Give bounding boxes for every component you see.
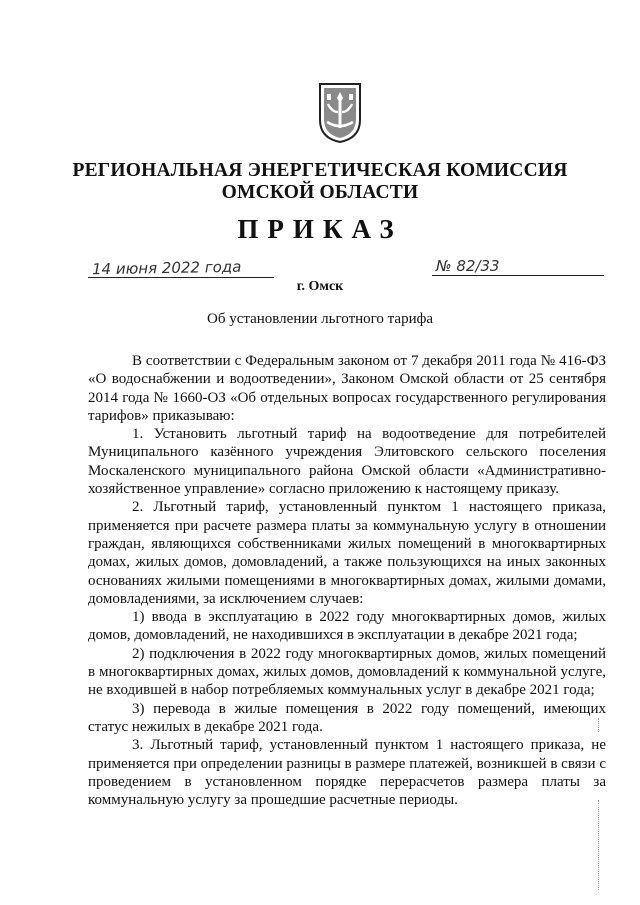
document-subject: Об установлении льготного тарифа bbox=[207, 311, 433, 327]
city-name: г. Омск bbox=[296, 279, 344, 294]
paragraph-subitem-3: 3) перевода в жилые помещения в 2022 году помещений, имеющих статус нежилых в декабре 2021 года. bbox=[88, 700, 606, 735]
handwritten-date: 14 июня 2022 года bbox=[91, 257, 242, 279]
date-underline bbox=[88, 277, 274, 278]
document-type-title: ПРИКАЗ bbox=[237, 214, 403, 244]
organization-name-line1: РЕГИОНАЛЬНАЯ ЭНЕРГЕТИЧЕСКАЯ КОМИССИЯ bbox=[72, 160, 568, 181]
paragraph-preamble: В соответствии с Федеральным законом от 7 декабря 2011 года № 416-ФЗ «О водоснабжении и водоотведении», Законом Омской области от 25 сентября 2014 года № 1660-ОЗ «Об отдельных вопросах государственного регулирования тарифов» приказываю: bbox=[88, 353, 606, 424]
document-body bbox=[88, 352, 606, 809]
coat-of-arms-icon bbox=[318, 82, 362, 144]
coat-of-arms-emblem bbox=[318, 82, 362, 144]
paragraph-subitem-1: 1) ввода в эксплуатацию в 2022 году многоквартирных домов, жилых домов, домовладений, не находившихся в эксплуатации в декабре 2021 года; bbox=[88, 609, 606, 644]
handwritten-number: № 82/33 bbox=[436, 257, 500, 275]
paragraph-item-2: 2. Льготный тариф, установленный пунктом 1 настоящего приказа, применяется при расчете размера платы за коммунальную услугу в отношении граждан, являющихся собственниками жилых помещений в многоквартирных домах, жилых домов, домовладений, а также пользующихся на иных законных основаниях жилыми помещениями в многоквартирных домах, жилыми домами, домовладениями, за исключением случаев: bbox=[88, 499, 606, 607]
scan-artifact-dots bbox=[598, 800, 601, 890]
paragraph-item-3: 3. Льготный тариф, установленный пунктом 1 настоящего приказа, не применяется при определении разницы в размере платежей, возникшей в связи с проведением в установленном порядке перерасчетов размера платы за коммунальную услугу за прошедшие расчетные периоды. bbox=[88, 737, 606, 809]
paragraph-item-1: 1. Установить льготный тариф на водоотведение для потребителей Муниципального казённого учреждения Элитовского сельского поселения Москаленского муниципального района Омской области «Административно-хозяйственное управление» согласно приложению к настоящему приказу. bbox=[88, 426, 606, 498]
number-underline bbox=[432, 275, 604, 276]
paragraph-subitem-2: 2) подключения в 2022 году многоквартирных домов, жилых помещений в многоквартирных домах, жилых домов, домовладений к коммунальной услуге, не входившей в набор потребляемых коммунальных услуг в декабре 2021 года; bbox=[88, 645, 606, 699]
organization-name-line2: ОМСКОЙ ОБЛАСТИ bbox=[221, 182, 419, 203]
scan-artifact-dots bbox=[598, 718, 601, 732]
